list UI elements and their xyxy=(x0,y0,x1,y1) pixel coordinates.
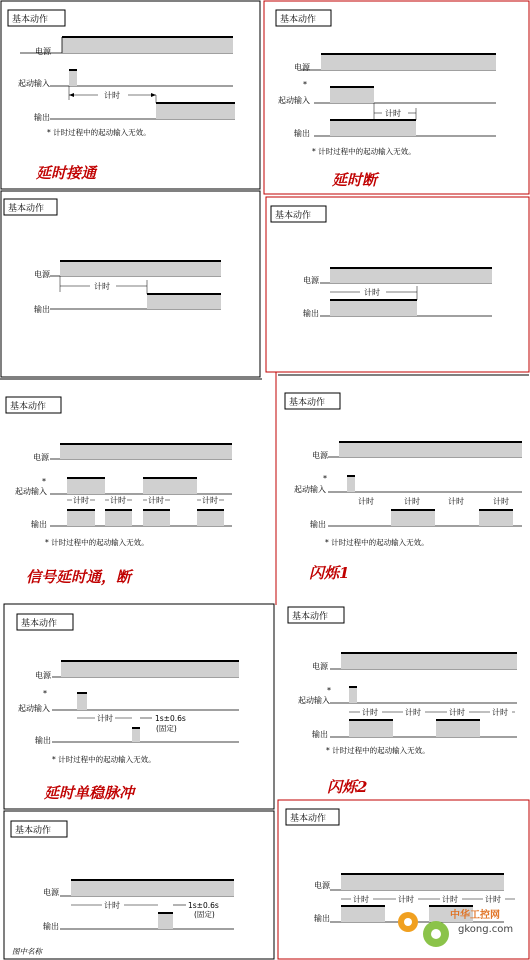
note-text: * 计时过程中的起动输入无效。 xyxy=(326,746,430,755)
panel-title: 基本动作 xyxy=(8,204,45,214)
panel-on-delay xyxy=(1,1,260,189)
panel-title: 基本动作 xyxy=(10,402,47,412)
start-label: 起动输入 xyxy=(18,704,50,713)
panel-one-shot-plain xyxy=(4,811,274,959)
timing-label: 计时 xyxy=(485,895,501,904)
timing-label: 计时 xyxy=(398,895,414,904)
start-label: 起动输入 xyxy=(294,485,326,494)
mode-on-delay: 延时接通 xyxy=(36,164,97,182)
panel-signal-on-off xyxy=(0,372,276,605)
timing-label: 计时 xyxy=(449,708,465,717)
note-text: * 计时过程中的起动输入无效。 xyxy=(52,755,156,764)
panel-off-delay-plain xyxy=(266,197,529,372)
power-label: 电源 xyxy=(312,451,328,460)
timing-label: 计时 xyxy=(104,901,120,910)
output-label: 输出 xyxy=(43,922,59,931)
star-mark: * xyxy=(42,477,46,486)
panel-one-shot xyxy=(4,604,274,809)
timing-label: 计时 xyxy=(404,497,420,506)
fixed-time: 1s±0.6s xyxy=(155,714,186,723)
timing-label: 计时 xyxy=(492,708,508,717)
panel-on-delay-plain xyxy=(1,191,260,377)
panel-title: 基本动作 xyxy=(292,612,329,622)
power-label: 电源 xyxy=(294,63,310,72)
fixed-text: (固定) xyxy=(194,910,215,919)
power-label: 电源 xyxy=(33,453,49,462)
mode-flicker-2: 闪烁2 xyxy=(327,778,368,796)
mode-off-delay: 延时断 xyxy=(332,171,378,189)
panel-title: 基本动作 xyxy=(289,398,326,408)
power-label: 电源 xyxy=(43,888,59,897)
power-label: 电源 xyxy=(314,881,330,890)
panel-flicker-2 xyxy=(288,607,517,796)
note-text: * 计时过程中的起动输入无效。 xyxy=(325,538,429,547)
mode-one-shot: 延时单稳脉冲 xyxy=(44,784,135,802)
timing-label: 计时 xyxy=(73,496,89,505)
output-label: 输出 xyxy=(303,309,319,318)
timing-label: 计时 xyxy=(405,708,421,717)
mode-flicker-1: 闪烁1 xyxy=(309,564,350,582)
timing-label: 计时 xyxy=(110,496,126,505)
timing-label: 计时 xyxy=(353,895,369,904)
timing-label: 计时 xyxy=(97,714,113,723)
panel-off-delay xyxy=(264,1,529,194)
fixed-text: (固定) xyxy=(156,724,177,733)
star-mark: * xyxy=(43,689,47,698)
output-label: 输出 xyxy=(34,305,50,314)
output-label: 输出 xyxy=(35,736,51,745)
output-label: 输出 xyxy=(34,113,50,122)
timing-label: 计时 xyxy=(364,288,380,297)
power-label: 电源 xyxy=(34,270,50,279)
note-text: * 计时过程中的起动输入无效。 xyxy=(312,147,416,156)
fixed-time: 1s±0.6s xyxy=(188,901,219,910)
output-label: 输出 xyxy=(31,520,47,529)
timing-label: 计时 xyxy=(448,497,464,506)
watermark-brand: 中华工控网 xyxy=(450,910,500,921)
panel-flicker-1 xyxy=(278,375,529,582)
timing-label: 计时 xyxy=(362,708,378,717)
note-text: * 计时过程中的起动输入无效。 xyxy=(45,538,149,547)
timing-marks xyxy=(341,894,515,904)
output-label: 输出 xyxy=(310,520,326,529)
timing-label: 计时 xyxy=(202,496,218,505)
power-label: 电源 xyxy=(312,662,328,671)
timing-label: 计时 xyxy=(94,282,110,291)
timing-marks xyxy=(67,495,224,505)
star-mark: * xyxy=(327,686,331,695)
power-label: 电源 xyxy=(35,47,51,56)
timing-label: 计时 xyxy=(442,895,458,904)
power-label: 电源 xyxy=(303,276,319,285)
timing-label: 计时 xyxy=(493,497,509,506)
timing-label: 计时 xyxy=(148,496,164,505)
timing-marks xyxy=(357,496,510,506)
start-label: 起动输入 xyxy=(18,79,50,88)
start-label: 起动输入 xyxy=(278,96,310,105)
start-label: 起动输入 xyxy=(15,487,47,496)
output-label: 输出 xyxy=(314,914,330,923)
panel-title: 基本动作 xyxy=(21,619,58,629)
timing-marks xyxy=(349,707,515,717)
panel-title: 基本动作 xyxy=(15,826,52,836)
output-label: 输出 xyxy=(312,730,328,739)
panel-title: 基本动作 xyxy=(12,15,49,25)
watermark xyxy=(398,908,513,947)
mode-signal: 信号延时通，断 xyxy=(26,568,132,586)
panel-title: 基本动作 xyxy=(290,814,327,824)
star-mark: * xyxy=(303,80,307,89)
note-text: * 计时过程中的起动输入无效。 xyxy=(47,128,151,137)
power-label: 电源 xyxy=(35,671,51,680)
timing-label: 计时 xyxy=(104,91,120,100)
panel-title: 基本动作 xyxy=(275,211,312,221)
corner-mark: 图中名称 xyxy=(12,947,42,956)
star-mark: * xyxy=(323,474,327,483)
start-label: 起动输入 xyxy=(298,696,330,705)
output-label: 输出 xyxy=(294,129,310,138)
panel-title: 基本动作 xyxy=(280,15,317,25)
timing-label: 计时 xyxy=(385,109,401,118)
timing-label: 计时 xyxy=(358,497,374,506)
watermark-url: gkong.com xyxy=(458,924,514,935)
panel-flicker-plain xyxy=(278,800,529,959)
